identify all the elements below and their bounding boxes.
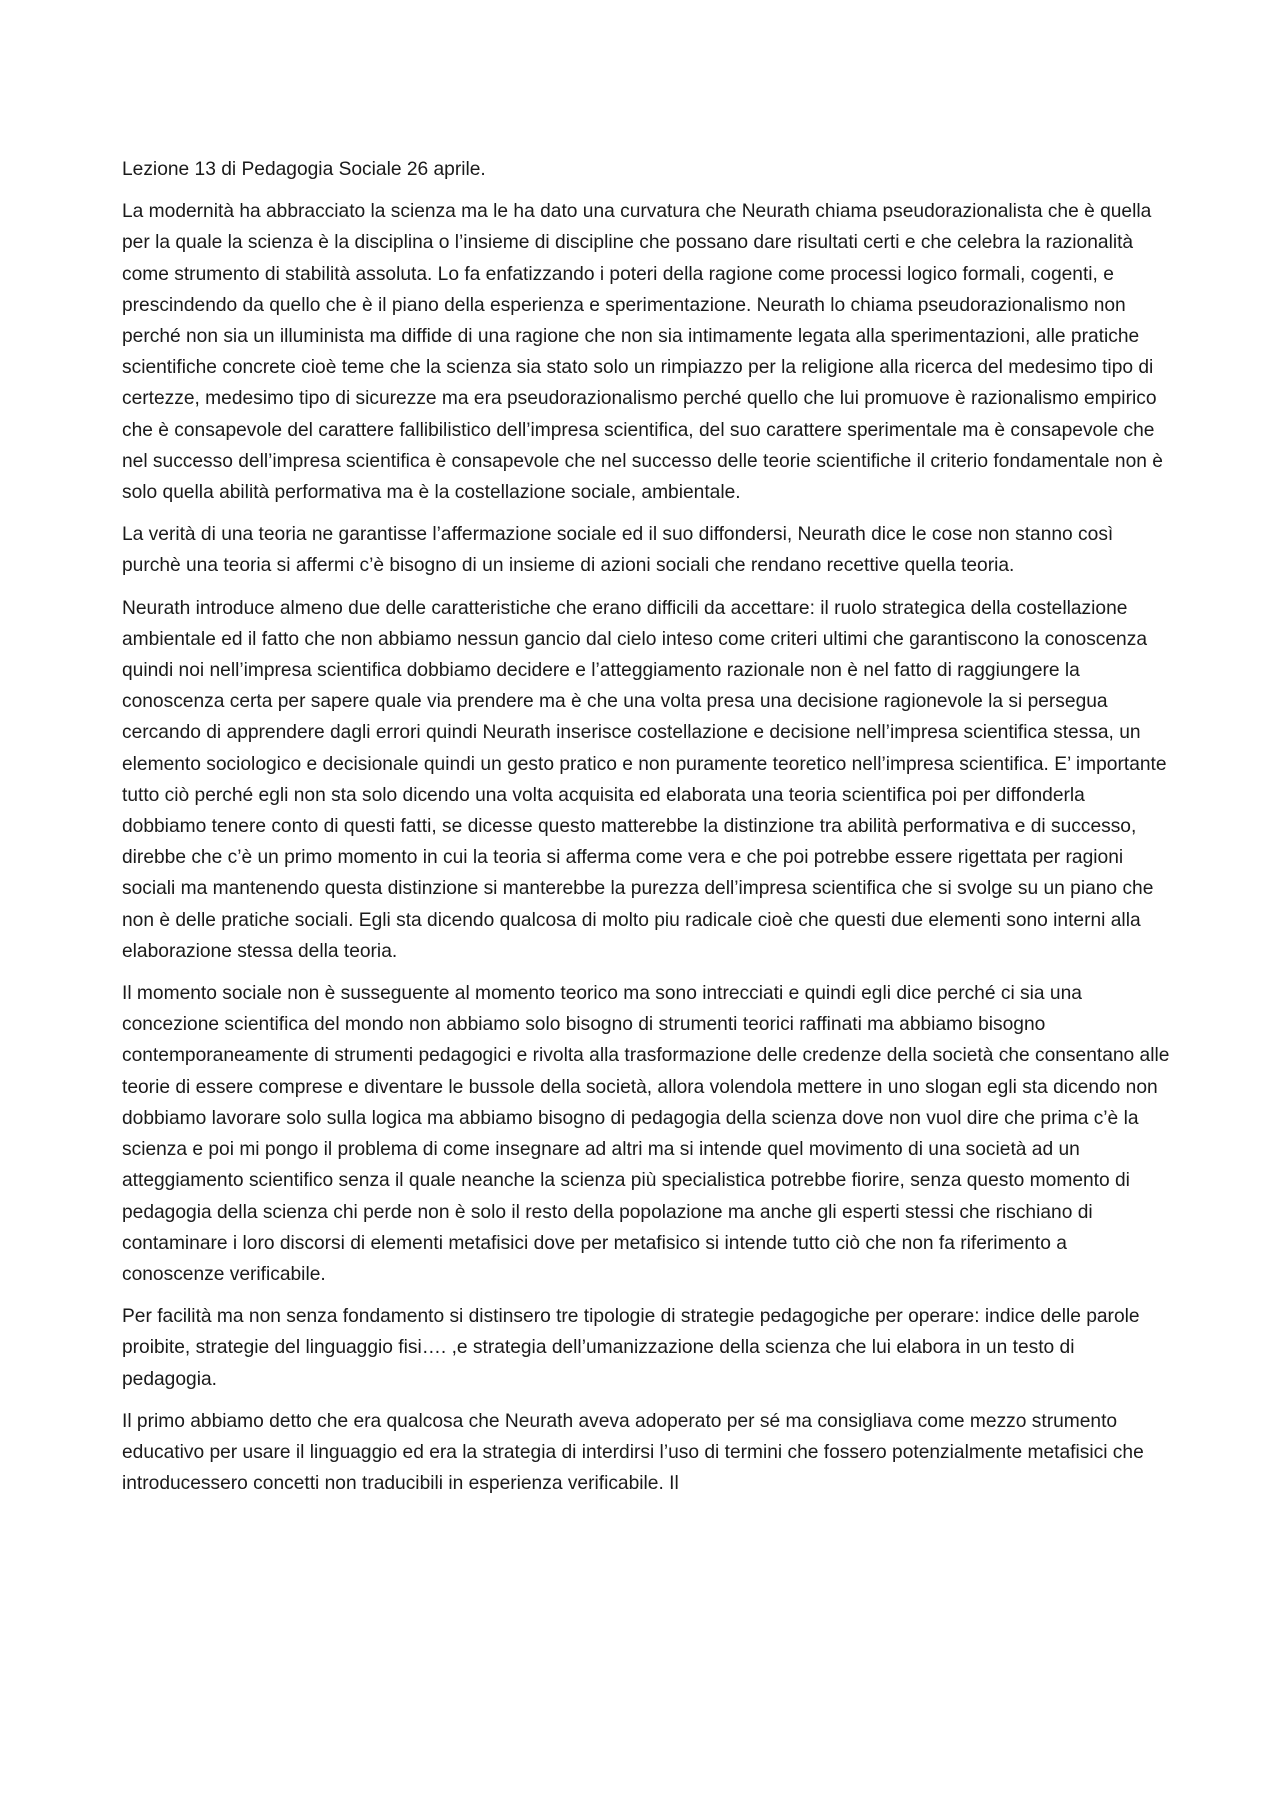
document-body — [122, 154, 1174, 1510]
paragraph-neurath-characteristics: Neurath introduce almeno due delle caratteristiche che erano difficili da accettare: il ruolo strategica della costellazione ambientale ed il fatto che non abbiamo nessun gancio dal cielo inteso come criteri ultimi che garantiscono la conoscenza quindi noi nell’impresa scientifica dobbiamo decidere e l’atteggiamento razionale non è nel fatto di raggiungere la conoscenza certa per sapere quale via prendere ma è che una volta presa una decisione ragionevole la si persegua cercando di apprendere dagli errori quindi Neurath inserisce costellazione e decisione nell’impresa scientifica stessa, un elemento sociologico e decisionale quindi un gesto pratico e non puramente teoretico nell’impresa scientifica. E’ importante tutto ciò perché egli non sta solo dicendo una volta acquisita ed elaborata una teoria scientifica poi per diffonderla dobbiamo tenere conto di questi fatti, se dicesse questo matterebbe la distinzione tra abilità performativa e di successo, direbbe che c’è un primo momento in cui la teoria si afferma come vera e che poi potrebbe essere rigettata per ragioni sociali ma mantenendo questa distinzione si manterebbe la purezza dell’impresa scientifica che si svolge su un piano che non è delle pratiche sociali. Egli sta dicendo qualcosa di molto piu radicale cioè che questi due elementi sono interni alla elaborazione stessa della teoria. — [122, 597, 1167, 962]
lecture-title: Lezione 13 di Pedagogia Sociale 26 aprile. — [122, 159, 486, 180]
paragraph-social-moment: Il momento sociale non è susseguente al momento teorico ma sono intrecciati e quindi egli dice perché ci sia una concezione scientifica del mondo non abbiamo solo bisogno di strumenti teorici raffinati ma abbiamo bisogno contemporaneamente di strumenti pedagogici e rivolta alla trasformazione delle credenze della società che consentano alle teorie di essere comprese e diventare le bussole della società, allora volendola mettere in uno slogan egli sta dicendo non dobbiamo lavorare solo sulla logica ma abbiamo bisogno di pedagogia della scienza dove non vuol dire che prima c’è la scienza e poi mi pongo il problema di come insegnare ad altri ma si intende quel movimento di una società ad un atteggiamento scientifico senza il quale neanche la scienza più specialistica potrebbe fiorire, senza questo momento di pedagogia della scienza chi perde non è solo il resto della popolazione ma anche gli esperti stessi che rischiano di contaminare i loro discorsi di elementi metafisici dove per metafisico si intende tutto ciò che non fa riferimento a conoscenze verificabile. — [122, 983, 1170, 1285]
paragraph-modernity: La modernità ha abbracciato la scienza ma le ha dato una curvatura che Neurath chiama pseudorazionalista che è quella per la quale la scienza è la disciplina o l’insieme di discipline che possano dare risultati certi e che celebra la razionalità come strumento di stabilità assoluta. Lo fa enfatizzando i poteri della ragione come processi logico formali, cogenti, e prescindendo da quello che è il piano della esperienza e sperimentazione. Neurath lo chiama pseudorazionalismo non perché non sia un illuminista ma diffide di una ragione che non sia intimamente legata alla sperimentazioni, alle pratiche scientifiche concrete cioè teme che la scienza sia stato solo un rimpiazzo per la religione alla ricerca del medesimo tipo di certezze, medesimo tipo di sicurezze ma era pseudorazionalismo perché quello che lui promuove è razionalismo empirico che è consapevole del carattere fallibilistico dell’impresa scientifica, del suo carattere sperimentale ma è consapevole che nel successo dell’impresa scientifica è consapevole che nel successo delle teorie scientifiche il criterio fondamentale non è solo quella abilità performativa ma è la costellazione sociale, ambientale. — [122, 201, 1163, 504]
paragraph-pedagogical-strategies: Per facilità ma non senza fondamento si distinsero tre tipologie di strategie pedagogiche per operare: indice delle parole proibite, strategie del linguaggio fisi…. ,e strategia dell’umanizzazione della scienza che lui elabora in un testo di pedagogia. — [122, 1306, 1140, 1390]
paragraph-forbidden-words: Il primo abbiamo detto che era qualcosa che Neurath aveva adoperato per sé ma consigliava come mezzo strumento educativo per usare il linguaggio ed era la strategia di interdirsi l’uso di termini che fossero potenzialmente metafisici che introducessero concetti non traducibili in esperienza verificabile. Il — [122, 1410, 1144, 1495]
paragraph-truth-theory: La verità di una teoria ne garantisse l’affermazione sociale ed il suo diffondersi, Neurath dice le cose non stanno così purchè una teoria si affermi c’è bisogno di un insieme di azioni sociali che rendano recettive quella teoria. — [122, 524, 1114, 577]
